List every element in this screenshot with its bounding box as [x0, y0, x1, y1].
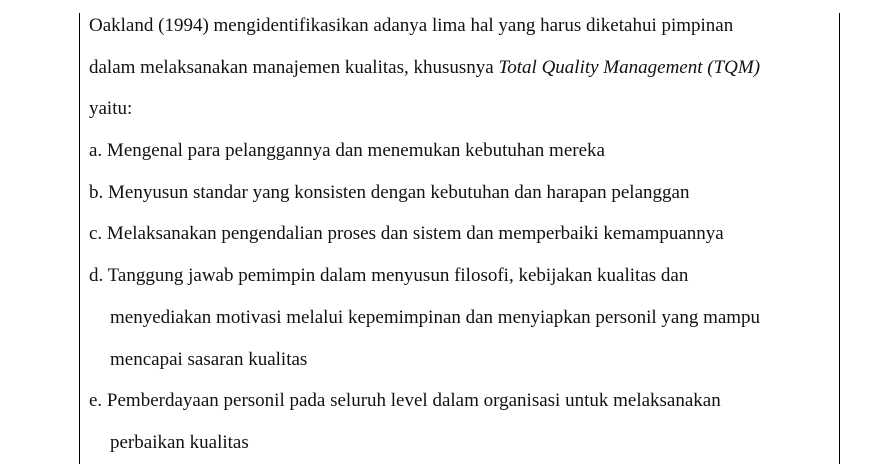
- list-item-d-line-2: menyediakan motivasi melalui kepemimpinan dan menyiapkan personil yang mampu: [110, 306, 761, 328]
- intro-line-2: [89, 47, 829, 89]
- intro-line-2-text: dalam melaksanakan manajemen kualitas, khususnya: [89, 56, 499, 78]
- list-item-c: c. Melaksanakan pengendalian proses dan sistem dan memperbaiki kemampuannya: [89, 223, 724, 245]
- intro-line-1: Oakland (1994) mengidentifikasikan adanya lima hal yang harus diketahui pimpinan: [89, 15, 734, 36]
- list-item-e-line-2: perbaikan kualitas: [110, 431, 249, 453]
- document-body: [89, 0, 829, 459]
- list-item-a: a. Mengenal para pelanggannya dan menemukan kebutuhan mereka: [89, 140, 605, 162]
- intro-line-3: yaitu:: [89, 98, 133, 120]
- list-item-d-line-1: d. Tanggung jawab pemimpin dalam menyusun filosofi, kebijakan kualitas dan: [89, 265, 689, 287]
- tqm-term: Total Quality Management (TQM): [498, 56, 761, 78]
- list-item-b: b. Menyusun standar yang konsisten dengan kebutuhan dan harapan pelanggan: [89, 181, 690, 203]
- list-item-d-line-3: mencapai sasaran kualitas: [110, 348, 308, 370]
- list-item-e-line-1: e. Pemberdayaan personil pada seluruh level dalam organisasi untuk melaksanakan: [89, 390, 721, 412]
